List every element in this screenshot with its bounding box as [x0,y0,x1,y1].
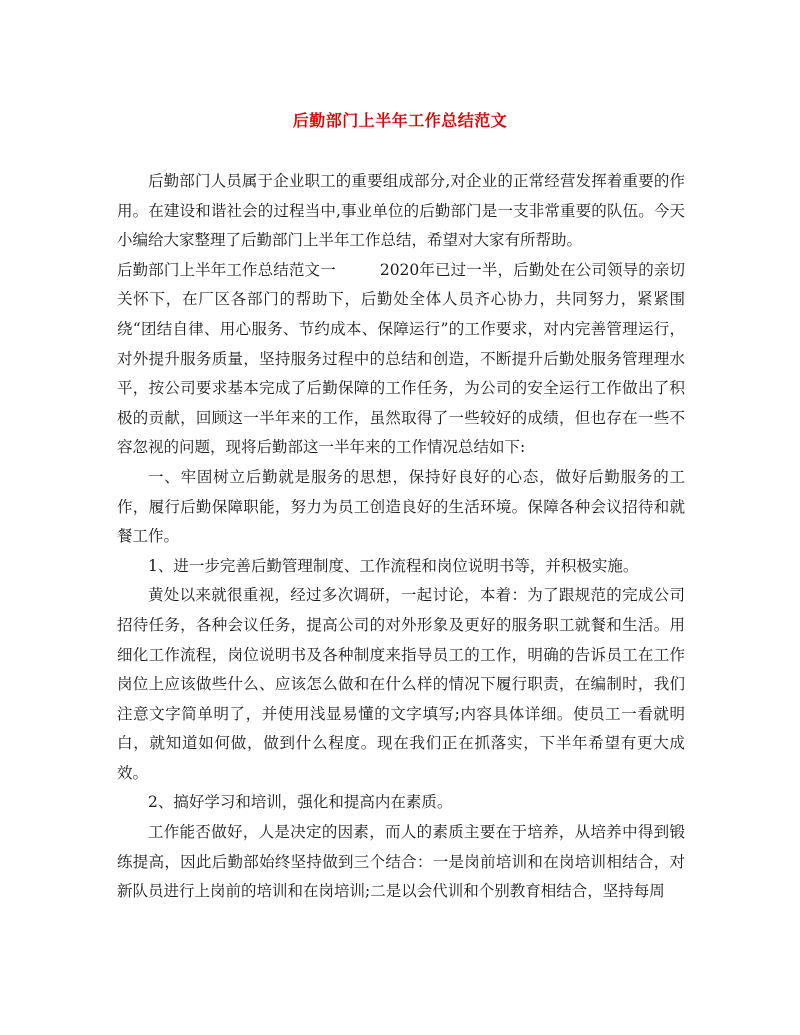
paragraph-5: 2、搞好学习和培训，强化和提高内在素质。 [148,793,453,812]
paragraph-6: 工作能否做好，人是决定的因素，而人的素质主要在于培养，从培养中得到锻练提高，因此后勤部始终坚持做到三个结合：一是岗前培训和在岗培训相结合，对新队员进行上岗前的培训和在岗培训;二是以会代训和个别教育相结合，坚持每周 [117,823,685,901]
section-heading-paragraph [117,256,685,463]
paragraph-3: 1、进一步完善后勤管理制度、工作流程和岗位说明书等，并积极实施。 [148,556,639,575]
document-body [117,167,685,907]
section-heading: 后勤部门上半年工作总结范文一 [117,260,336,279]
paragraph-1: 2020年已过一半，后勤处在公司领导的亲切关怀下，在厂区各部门的帮助下，后勤处全体人员齐心协力，共同努力，紧紧围绕“团结自律、用心服务、节约成本、保障运行”的工作要求，对内完善管理运行，对外提升服务质量，坚持服务过程中的总结和创造，不断提升后勤处服务管理理水平，按公司要求基本完成了后勤保障的工作任务，为公司的安全运行工作做出了积极的贡献，回顾这一半年来的工作，虽然取得了一些较好的成绩，但也存在一些不容忽视的问题，现将后勤部这一半年来的工作情况总结如下: [117,260,685,457]
intro-paragraph: 后勤部门人员属于企业职工的重要组成部分,对企业的正常经营发挥着重要的作用。在建设和谐社会的过程当中,事业单位的后勤部门是一支非常重要的队伍。今天小编给大家整理了后勤部门上半年工作总结，希望对大家有所帮助。 [117,172,685,250]
document-title: 后勤部门上半年工作总结范文 [292,111,508,130]
paragraph-2: 一、牢固树立后勤就是服务的思想，保持好良好的心态，做好后勤服务的工作，履行后勤保障职能，努力为员工创造良好的生活环境。保障各种会议招待和就餐工作。 [117,467,685,546]
paragraph-4: 黄处以来就很重视，经过多次调研，一起讨论，本着：为了跟规范的完成公司招待任务，各种会议任务，提高公司的对外形象及更好的服务职工就餐和生活。用细化工作流程，岗位说明书及各种制度来指导员工的工作，明确的告诉员工在工作岗位上应该做些什么、应该怎么做和在什么样的情况下履行职责，在编制时，我们注意文字简单明了，并使用浅显易懂的文字填写;内容具体详细。使员工一看就明白，就知道如何做，做到什么程度。现在我们正在抓落实，下半年希望有更大成效。 [117,586,685,782]
